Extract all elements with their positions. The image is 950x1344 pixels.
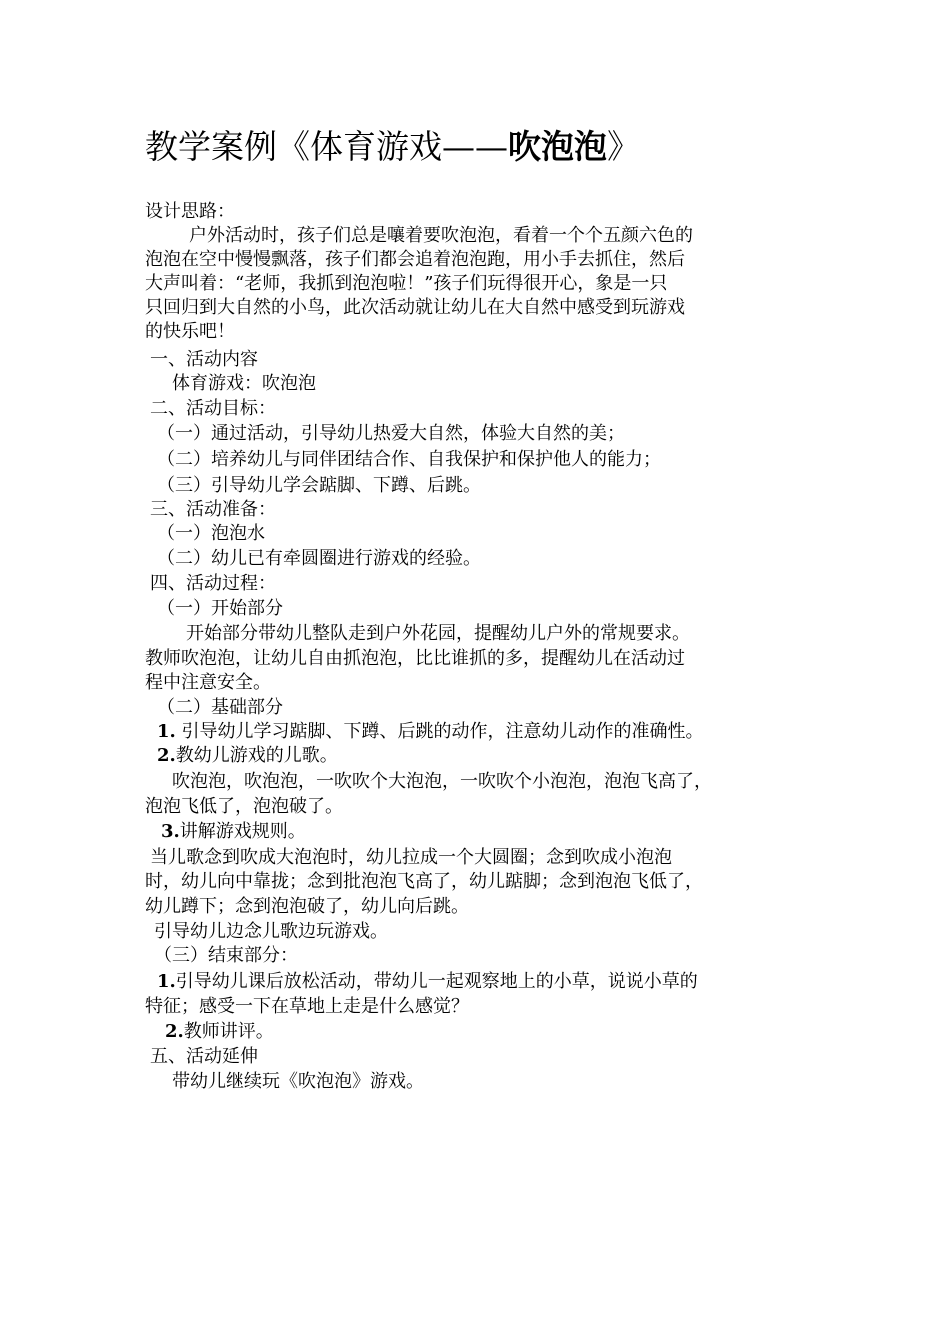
section-heading: 二、活动目标： — [150, 398, 276, 419]
item-number: 3. — [161, 821, 180, 842]
subsection-heading: （一）开始部分 — [157, 598, 283, 619]
body-paragraph-line: 引导幼儿边念儿歌边玩游戏。 — [154, 921, 388, 942]
list-item: （二）幼儿已有牵圆圈进行游戏的经验。 — [157, 548, 481, 569]
body-paragraph-line: 泡泡在空中慢慢飘落，孩子们都会追着泡泡跑，用小手去抓住，然后 — [145, 249, 685, 270]
subsection-heading: （三）结束部分： — [154, 945, 298, 966]
item-text: 教师讲评。 — [183, 1021, 274, 1042]
title-bold: 吹泡泡 — [508, 127, 607, 166]
body-paragraph-line: 的快乐吧！ — [145, 321, 235, 342]
list-item: （一）通过活动，引导幼儿热爱大自然，体验大自然的美； — [157, 423, 625, 444]
item-number: 2. — [157, 745, 176, 766]
section-heading: 一、活动内容 — [150, 349, 258, 370]
section-heading: 五、活动延伸 — [150, 1046, 258, 1067]
section-heading: 三、活动准备： — [150, 499, 276, 520]
body-paragraph-line: 开始部分带幼儿整队走到户外花园，提醒幼儿户外的常规要求。 — [186, 623, 690, 644]
body-paragraph-line: 特征；感受一下在草地上走是什么感觉？ — [145, 996, 469, 1017]
body-paragraph-line: 只回归到大自然的小鸟，此次活动就让幼儿在大自然中感受到玩游戏 — [145, 297, 685, 318]
content-line: 体育游戏：吹泡泡 — [172, 373, 316, 394]
list-item: （三）引导幼儿学会踮脚、下蹲、后跳。 — [157, 475, 481, 496]
page-title — [145, 124, 640, 170]
item-number: 2. — [165, 1021, 184, 1042]
numbered-item — [157, 970, 810, 994]
title-prefix: 教学案例《体育游戏—— — [145, 127, 508, 166]
body-paragraph-line: 大声叫着：“老师，我抓到泡泡啦！”孩子们玩得很开心，象是一只 — [145, 273, 668, 294]
body-paragraph-line: 当儿歌念到吹成大泡泡时，幼儿拉成一个大圆圈；念到吹成小泡泡 — [150, 847, 672, 868]
item-number: 1. — [157, 971, 176, 992]
item-text: 引导幼儿课后放松活动，带幼儿一起观察地上的小草，说说小草的 — [175, 971, 698, 992]
design-heading: 设计思路： — [145, 201, 235, 222]
body-paragraph-line: 教师吹泡泡，让幼儿自由抓泡泡，比比谁抓的多，提醒幼儿在活动过 — [145, 648, 685, 669]
title-suffix: 》 — [607, 127, 640, 166]
item-text: 教幼儿游戏的儿歌。 — [175, 745, 338, 766]
numbered-item — [157, 720, 810, 744]
list-item: （一）泡泡水 — [157, 523, 265, 544]
subsection-heading: （二）基础部分 — [157, 697, 283, 718]
rhyme-line: 吹泡泡，吹泡泡，一吹吹个大泡泡，一吹吹个小泡泡，泡泡飞高了， — [172, 771, 712, 792]
body-paragraph-line: 程中注意安全。 — [145, 672, 271, 693]
body-paragraph-line: 时，幼儿向中靠拢；念到批泡泡飞高了，幼儿踮脚；念到泡泡飞低了， — [145, 871, 703, 892]
section-heading: 四、活动过程： — [150, 573, 276, 594]
body-paragraph-line: 幼儿蹲下；念到泡泡破了，幼儿向后跳。 — [145, 896, 469, 917]
body-paragraph-line: 户外活动时，孩子们总是嚷着要吹泡泡，看着一个个五颜六色的 — [189, 225, 693, 246]
content-line: 带幼儿继续玩《吹泡泡》游戏。 — [172, 1071, 424, 1092]
list-item: （二）培养幼儿与同伴团结合作、自我保护和保护他人的能力； — [157, 449, 661, 470]
numbered-item — [165, 1020, 830, 1044]
item-text: 讲解游戏规则。 — [179, 821, 306, 842]
numbered-item — [157, 744, 822, 768]
item-text: 引导幼儿学习踮脚、下蹲、后跳的动作，注意幼儿动作的准确性。 — [175, 721, 704, 742]
rhyme-line: 泡泡飞低了，泡泡破了。 — [145, 796, 343, 817]
item-number: 1. — [157, 721, 176, 742]
numbered-item — [161, 820, 826, 844]
